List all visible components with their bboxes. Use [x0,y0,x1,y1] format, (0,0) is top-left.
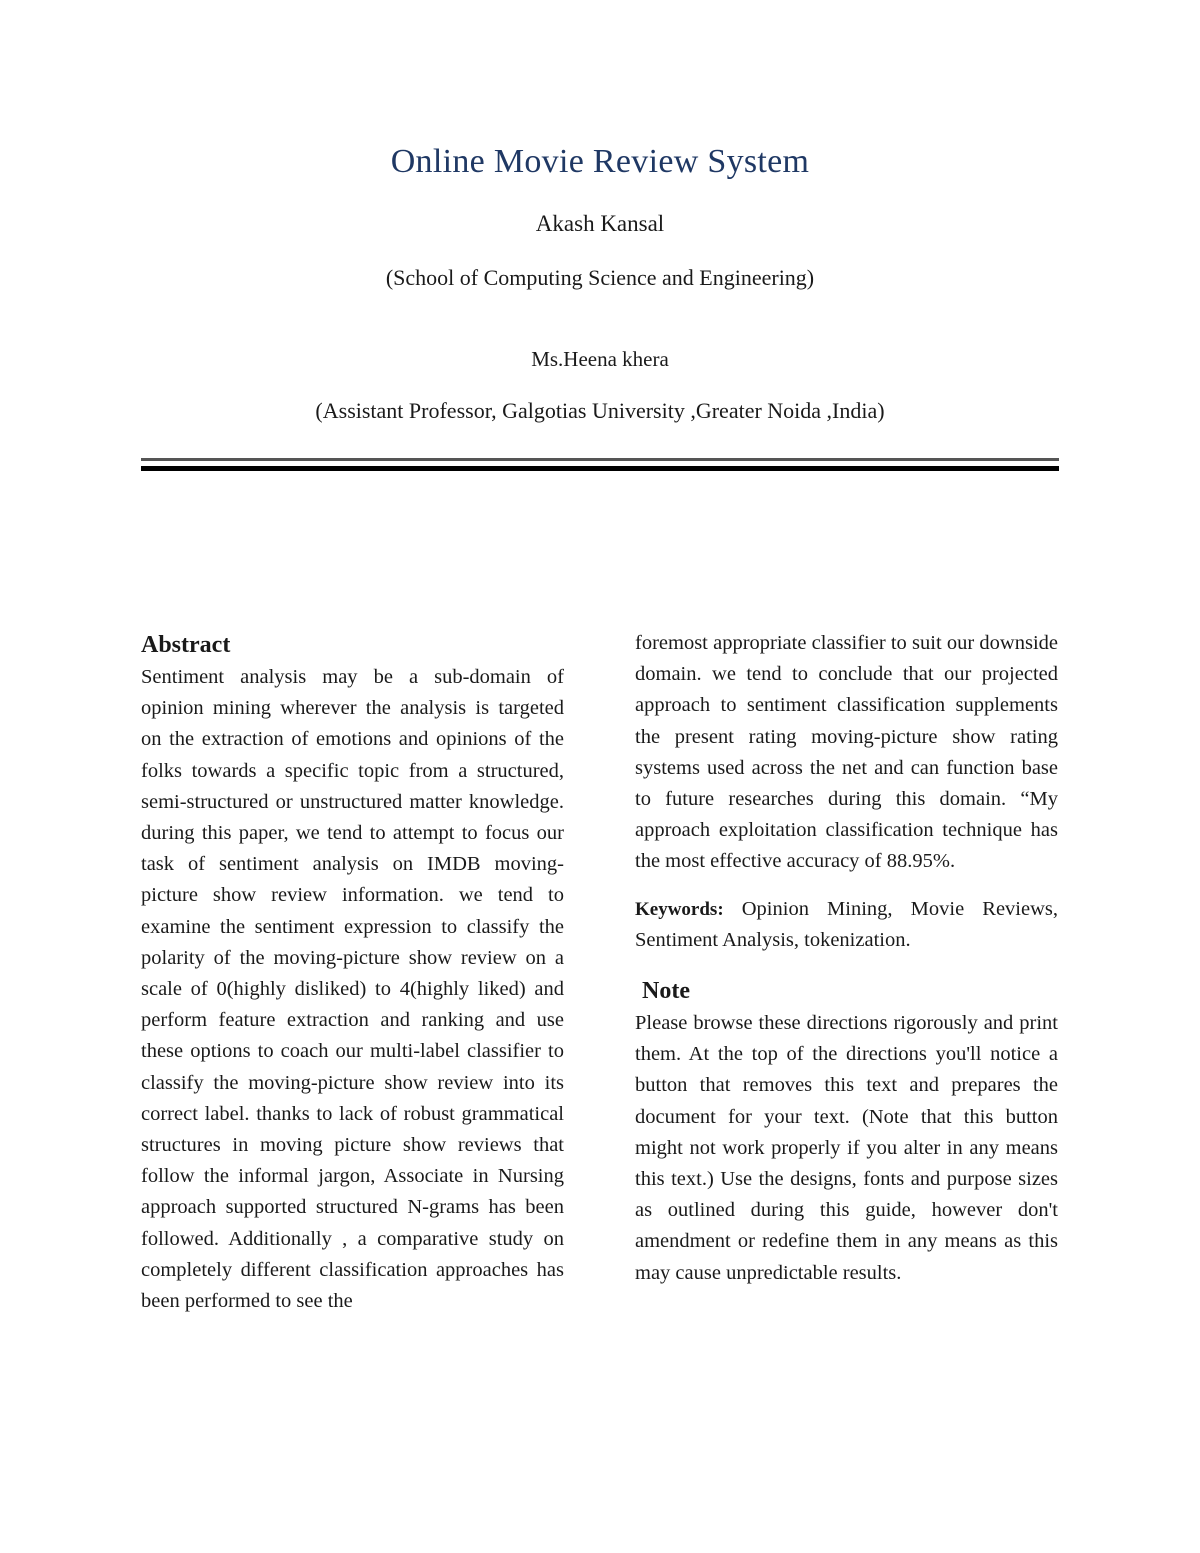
paper-title: Online Movie Review System [390,143,810,180]
note-text: Please browse these directions rigorously and print them. At the top of the directions you'll notice a button that removes this text and prepares the document for your text. (Note that this button might not work properly if you alter in any means this text.) Use the designs, fonts and purpose sizes as outlined during this guide, however don't amendment or redefine them in any means as this may cause unpredictable results. [635,1012,1058,1284]
keywords-text: Opinion Mining, Movie Reviews, Sentiment Analysis, tokenization. [635,897,1058,951]
left-column [141,628,564,1317]
note-heading: Note [642,978,690,1005]
keywords-paragraph [635,894,1058,956]
right-column [635,628,1058,1289]
coauthor-name: Ms.Heena khera [531,347,669,371]
abstract-text: Sentiment analysis may be a sub-domain of opinion mining wherever the analysis is targeted on the extraction of emotions and opinions of the folks towards a specific topic from a structured, semi-structured or unstructured matter knowledge. during this paper, we tend to attempt to focus our task of sentiment analysis on IMDB moving-picture show review information. we tend to examine the sentiment expression to classify the polarity of the moving-picture show review on a scale of 0(highly disliked) to 4(highly liked) and perform feature extraction and ranking and use these options to coach our multi-label classifier to classify the moving-picture show review into its correct label. thanks to lack of robust grammatical structures in moving picture show reviews that follow the informal jargon, Associate in Nursing approach supported structured N-grams has been followed. Additionally , a comparative study on completely different classification approaches has been performed to see the [141,666,564,1313]
coauthor-affiliation: (Assistant Professor, Galgotias University ,Greater Noida ,India) [315,398,885,423]
header-divider-thick [141,466,1059,471]
header-divider-thin [141,458,1059,461]
keywords-label: Keywords: [635,898,724,920]
author-name: Akash Kansal [535,211,665,236]
abstract-continuation: foremost appropriate classifier to suit our downside domain. we tend to conclude that our projected approach to sentiment classification supplements the present rating moving-picture show rating systems used across the net and can function base to future researches during this domain. “My approach exploitation classification technique has the most effective accuracy of 88.95%. [635,632,1058,873]
author-affiliation: (School of Computing Science and Engineering) [385,265,815,290]
abstract-heading: Abstract [141,632,231,658]
